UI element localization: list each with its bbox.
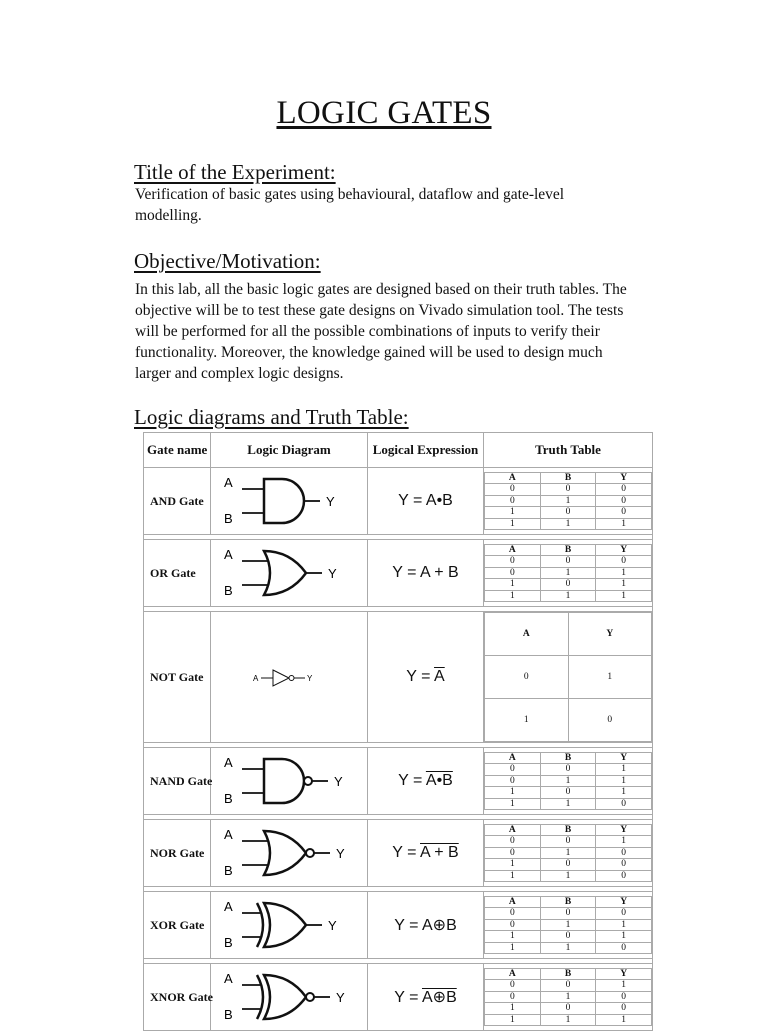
expression-prefix: Y =	[406, 668, 435, 685]
truth-table-cell: 1	[596, 567, 652, 579]
xnor-gate-symbol	[214, 965, 364, 1029]
input-a-label: A	[224, 755, 233, 770]
truth-table-header: B	[540, 472, 596, 484]
truth-table-cell: 0	[485, 991, 541, 1003]
truth-table-cell: 0	[596, 908, 652, 920]
truth-table-cell: 1	[596, 787, 652, 799]
truth-table-cell: 1	[485, 579, 541, 591]
truth-table-cell: 0	[485, 764, 541, 776]
truth-table-row	[485, 775, 652, 787]
expression-prefix: Y =	[394, 989, 422, 1006]
input-a-label: A	[224, 475, 233, 490]
header-gate-name: Gate name	[144, 433, 211, 468]
truth-table-header: A	[485, 752, 541, 764]
truth-table-cell: 1	[540, 798, 596, 810]
truth-table-cell: 0	[485, 484, 541, 496]
truth-table-row	[485, 931, 652, 943]
truth-table-header: B	[540, 968, 596, 980]
truth-table	[484, 544, 652, 603]
logic-diagram	[211, 540, 368, 607]
truth-table-cell: 1	[485, 590, 541, 602]
expression-overlined: A⊕B	[421, 989, 457, 1006]
truth-table-row	[485, 870, 652, 882]
truth-table-cell: 1	[540, 775, 596, 787]
truth-table-cell: 0	[485, 919, 541, 931]
truth-table-row	[485, 656, 652, 699]
truth-table-header: Y	[596, 544, 652, 556]
truth-table-cell: 0	[540, 764, 596, 776]
truth-table-row	[485, 579, 652, 591]
truth-table	[484, 968, 652, 1027]
truth-table-cell-container	[484, 964, 653, 1031]
truth-table-cell: 1	[596, 764, 652, 776]
header-logic-diagram: Logic Diagram	[211, 433, 368, 468]
output-label: Y	[307, 674, 313, 683]
gate-name: OR Gate	[144, 540, 211, 607]
truth-table	[484, 752, 652, 811]
input-b-label: B	[224, 863, 233, 878]
expression-prefix: Y =	[394, 917, 422, 934]
truth-table-cell: 1	[485, 798, 541, 810]
truth-table-row	[485, 787, 652, 799]
truth-table-cell: 1	[485, 870, 541, 882]
truth-table-cell: 0	[596, 991, 652, 1003]
truth-table-cell: 1	[540, 870, 596, 882]
truth-table-cell: 1	[540, 567, 596, 579]
truth-table-cell: 0	[485, 775, 541, 787]
logic-diagram	[211, 820, 368, 887]
truth-table-header: Y	[596, 752, 652, 764]
truth-table-cell: 0	[540, 836, 596, 848]
truth-table-header: Y	[596, 472, 652, 484]
output-label: Y	[334, 774, 343, 789]
or-gate-symbol	[214, 541, 364, 605]
expression-prefix: Y =	[398, 772, 426, 789]
truth-table-cell: 0	[596, 556, 652, 568]
experiment-heading: Title of the Experiment:	[134, 160, 336, 184]
gates-table	[143, 432, 653, 1031]
truth-table-header: Y	[596, 896, 652, 908]
truth-table-cell: 1	[485, 507, 541, 519]
truth-table-cell: 0	[485, 908, 541, 920]
truth-table-cell: 1	[540, 1014, 596, 1026]
truth-table-cell: 0	[485, 656, 569, 699]
objective-text: In this lab, all the basic logic gates are designed based on their truth tables. The objective will be to test these gate designs on Vivado simulation tool. The tests will be performed for all the possible combinations of inputs to verify their functionality. Moreover, the knowledge gained will be used to design much larger and complex logic designs.	[135, 281, 627, 382]
truth-table-cell: 1	[596, 919, 652, 931]
output-label: Y	[328, 918, 337, 933]
truth-table	[484, 612, 652, 742]
truth-table-cell: 1	[485, 518, 541, 530]
truth-table	[484, 896, 652, 955]
expression-plain: A + B	[420, 564, 459, 581]
truth-table-cell: 1	[540, 495, 596, 507]
truth-table-cell: 1	[596, 931, 652, 943]
truth-table-cell: 1	[596, 775, 652, 787]
truth-table-cell: 1	[485, 787, 541, 799]
truth-table-cell: 1	[485, 859, 541, 871]
expression-prefix: Y =	[398, 492, 426, 509]
truth-table-cell: 1	[596, 579, 652, 591]
input-b-label: B	[224, 583, 233, 598]
truth-table-cell: 1	[596, 518, 652, 530]
truth-table-cell: 0	[485, 836, 541, 848]
not-gate-symbol	[249, 662, 329, 692]
gate-name: NOT Gate	[144, 612, 211, 743]
input-b-label: B	[224, 511, 233, 526]
logic-diagram	[211, 892, 368, 959]
truth-table-cell: 0	[568, 699, 652, 742]
truth-table-cell: 0	[485, 567, 541, 579]
truth-table-cell: 1	[596, 1014, 652, 1026]
truth-table	[484, 824, 652, 883]
xor-gate-symbol	[214, 893, 364, 957]
truth-table-cell: 0	[596, 507, 652, 519]
truth-table-cell: 1	[540, 942, 596, 954]
truth-table-row	[485, 764, 652, 776]
truth-table-cell: 0	[540, 579, 596, 591]
truth-table-header: Y	[596, 968, 652, 980]
truth-table-header: B	[540, 824, 596, 836]
truth-table-header: A	[485, 968, 541, 980]
truth-table-cell: 1	[540, 991, 596, 1003]
truth-table-cell: 0	[540, 980, 596, 992]
truth-table-cell: 1	[540, 919, 596, 931]
output-label: Y	[336, 846, 345, 861]
truth-table-cell: 0	[596, 847, 652, 859]
page-title: LOGIC GATES	[276, 95, 492, 131]
truth-table-row	[485, 1003, 652, 1015]
input-a-label: A	[224, 827, 233, 842]
logical-expression	[368, 540, 484, 607]
truth-table-header: A	[485, 824, 541, 836]
expression-plain: A•B	[425, 492, 453, 509]
truth-table-cell: 0	[540, 787, 596, 799]
truth-table-cell: 1	[485, 1003, 541, 1015]
truth-table-cell: 0	[596, 859, 652, 871]
truth-table-header: A	[485, 472, 541, 484]
truth-table-row	[485, 919, 652, 931]
truth-table-cell: 1	[485, 942, 541, 954]
input-b-label: B	[224, 935, 233, 950]
truth-table-cell: 0	[596, 484, 652, 496]
truth-table-cell-container	[484, 892, 653, 959]
logic-diagram	[211, 748, 368, 815]
truth-table-cell: 1	[596, 980, 652, 992]
truth-table-cell: 0	[540, 556, 596, 568]
input-a-label: A	[224, 547, 233, 562]
truth-table-row	[485, 484, 652, 496]
truth-table-cell-container	[484, 468, 653, 535]
truth-table-row	[485, 942, 652, 954]
truth-table-cell: 0	[596, 870, 652, 882]
truth-table-header: A	[485, 613, 569, 656]
truth-table-header: B	[540, 752, 596, 764]
truth-table-cell: 1	[485, 1014, 541, 1026]
truth-table-cell: 0	[540, 859, 596, 871]
logical-expression	[368, 964, 484, 1031]
truth-table-cell: 0	[596, 942, 652, 954]
truth-table-row	[485, 859, 652, 871]
input-a-label: A	[224, 899, 233, 914]
nor-gate-symbol	[214, 821, 364, 885]
truth-table-row	[485, 980, 652, 992]
truth-table-header: B	[540, 896, 596, 908]
truth-table-row	[485, 836, 652, 848]
input-a-label: A	[253, 674, 259, 683]
truth-table-row	[485, 495, 652, 507]
gate-name: NAND Gate	[144, 748, 211, 815]
truth-table-header: A	[485, 544, 541, 556]
truth-table-cell: 1	[596, 836, 652, 848]
truth-table-cell: 0	[485, 847, 541, 859]
logical-expression	[368, 748, 484, 815]
xnor-gate-row	[144, 964, 653, 1031]
input-b-label: B	[224, 1007, 233, 1022]
experiment-text: Verification of basic gates using behavioural, dataflow and gate-level modelling.	[135, 186, 565, 224]
and-gate-row	[144, 468, 653, 535]
truth-table-row	[485, 518, 652, 530]
truth-table-cell: 1	[596, 590, 652, 602]
truth-table-cell: 0	[485, 495, 541, 507]
gate-name: NOR Gate	[144, 820, 211, 887]
truth-table-cell-container	[484, 820, 653, 887]
truth-table-cell-container	[484, 540, 653, 607]
truth-table-row	[485, 908, 652, 920]
expression-overlined: $\overline{A}$	[434, 668, 445, 685]
expression-overlined: A + B	[420, 844, 459, 861]
nand-gate-symbol	[214, 749, 364, 813]
objective-heading: Objective/Motivation:	[134, 249, 321, 273]
not-gate-row	[144, 612, 653, 743]
xor-gate-row	[144, 892, 653, 959]
expression-prefix: Y =	[392, 844, 421, 861]
nor-gate-row	[144, 820, 653, 887]
truth-table-cell: 0	[596, 798, 652, 810]
truth-table-cell: 0	[485, 556, 541, 568]
table-header-row	[144, 433, 653, 468]
expression-overlined: A•B	[425, 772, 453, 789]
truth-table-header: A	[485, 896, 541, 908]
expression-plain: A⊕B	[421, 917, 457, 934]
truth-table-cell: 0	[540, 931, 596, 943]
logical-expression	[368, 468, 484, 535]
or-gate-row	[144, 540, 653, 607]
input-b-label: B	[224, 791, 233, 806]
header-logical-expression: Logical Expression	[368, 433, 484, 468]
truth-table-cell: 0	[540, 484, 596, 496]
truth-table-row	[485, 991, 652, 1003]
truth-table-cell: 0	[540, 908, 596, 920]
truth-table-cell: 0	[596, 495, 652, 507]
truth-table-header: Y	[568, 613, 652, 656]
gate-name: XNOR Gate	[144, 964, 211, 1031]
truth-table-cell: 1	[540, 847, 596, 859]
logic-diagram	[211, 964, 368, 1031]
logic-diagram	[211, 612, 368, 743]
logical-expression	[368, 892, 484, 959]
truth-table-row	[485, 556, 652, 568]
output-label: Y	[336, 990, 345, 1005]
truth-table	[484, 472, 652, 531]
truth-table-row	[485, 798, 652, 810]
input-a-label: A	[224, 971, 233, 986]
output-label: Y	[326, 494, 335, 509]
truth-table-row	[485, 567, 652, 579]
truth-table-cell: 1	[485, 931, 541, 943]
truth-table-cell: 0	[596, 1003, 652, 1015]
output-label: Y	[328, 566, 337, 581]
truth-table-header: B	[540, 544, 596, 556]
truth-table-cell: 1	[568, 656, 652, 699]
truth-table-cell: 1	[540, 590, 596, 602]
logical-expression	[368, 820, 484, 887]
expression-prefix: Y =	[392, 564, 421, 581]
header-truth-table: Truth Table	[484, 433, 653, 468]
nand-gate-row	[144, 748, 653, 815]
gate-name: XOR Gate	[144, 892, 211, 959]
truth-table-cell-container	[484, 612, 653, 743]
gate-name: AND Gate	[144, 468, 211, 535]
truth-table-row	[485, 699, 652, 742]
truth-table-cell: 0	[485, 980, 541, 992]
truth-table-cell: 0	[540, 507, 596, 519]
truth-table-cell: 1	[540, 518, 596, 530]
truth-table-cell: 0	[540, 1003, 596, 1015]
logic-diagram	[211, 468, 368, 535]
truth-table-cell-container	[484, 748, 653, 815]
and-gate-symbol	[214, 469, 364, 533]
diagrams-heading: Logic diagrams and Truth Table:	[134, 405, 409, 429]
truth-table-row	[485, 847, 652, 859]
truth-table-row	[485, 1014, 652, 1026]
truth-table-row	[485, 507, 652, 519]
truth-table-cell: 1	[485, 699, 569, 742]
truth-table-row	[485, 590, 652, 602]
truth-table-header: Y	[596, 824, 652, 836]
logical-expression	[368, 612, 484, 743]
